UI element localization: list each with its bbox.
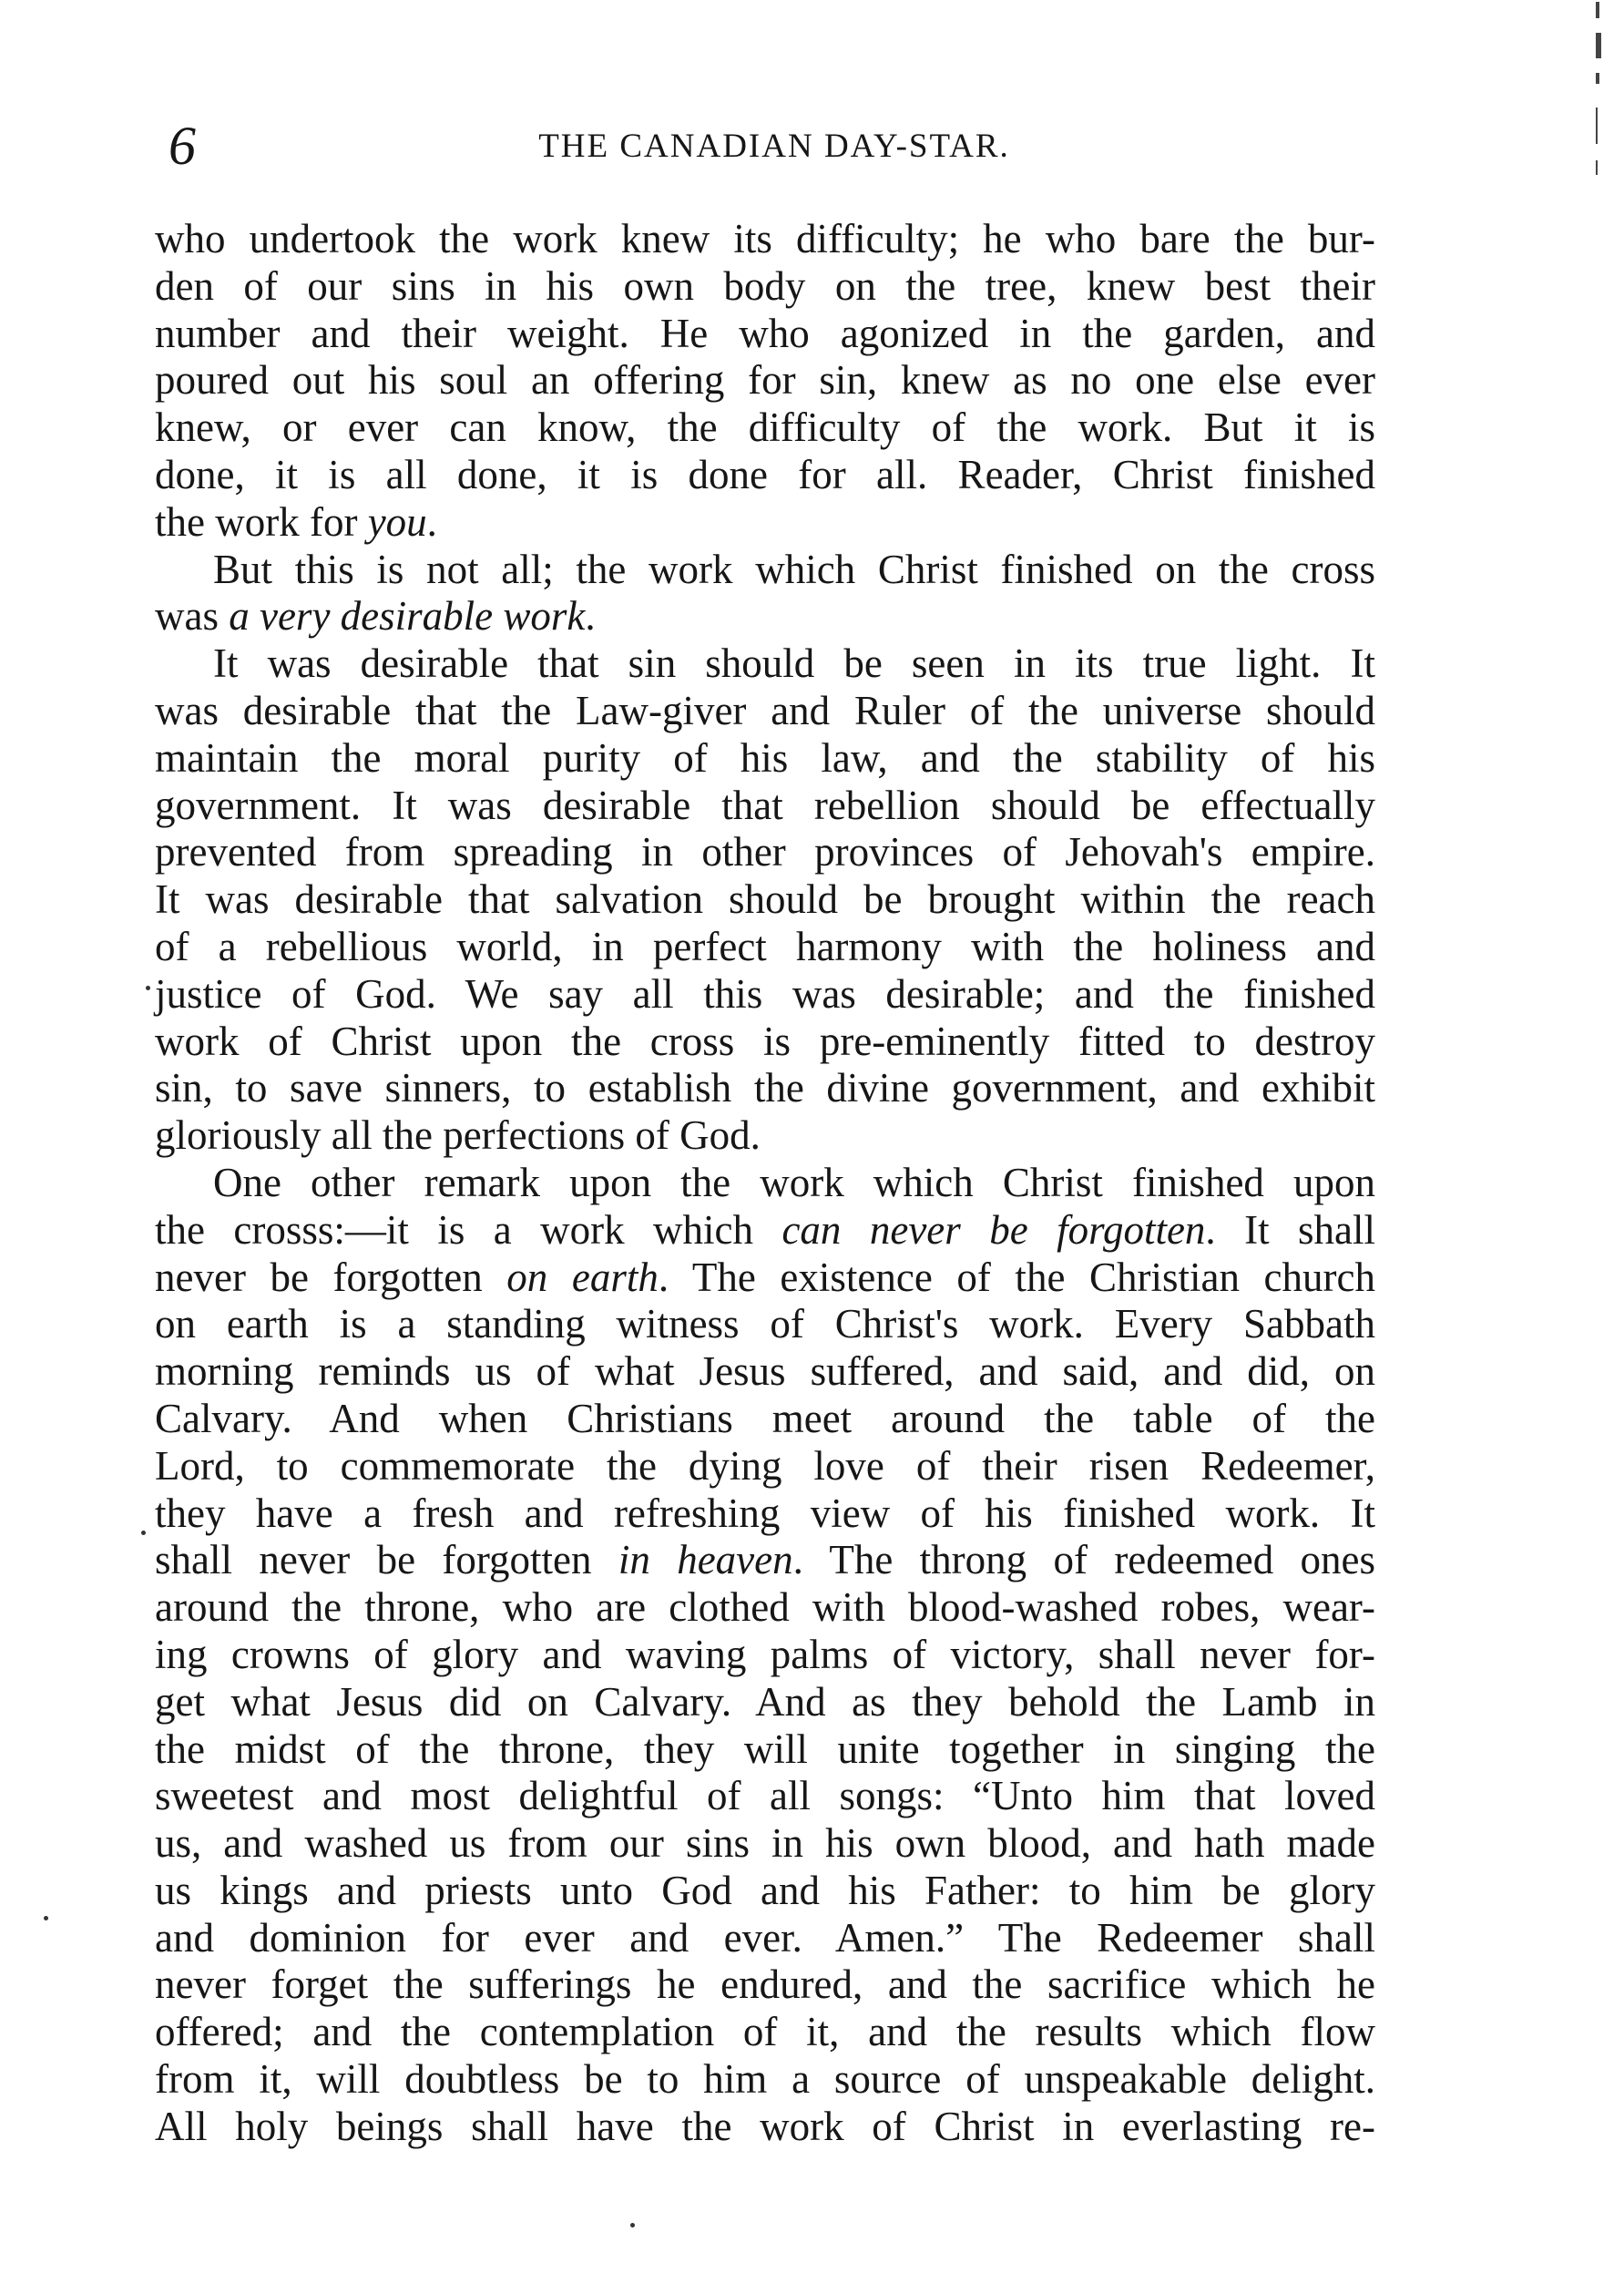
- text-line: But this is not all; the work which Christ finished on the cross: [213, 546, 1375, 592]
- text-line: us, and washed us from our sins in his own blood, and hath made: [155, 1820, 1375, 1867]
- text-line: [155, 593, 1375, 640]
- scan-mark: [1596, 33, 1601, 58]
- text-line: from it, will doubtless be to him a source of unspeakable delight.: [155, 2056, 1375, 2103]
- emphasis: in heaven: [618, 1537, 793, 1583]
- scan-speck: [146, 986, 150, 990]
- text-line: sin, to save sinners, to establish the divine government, and exhibit: [155, 1065, 1375, 1111]
- text-line: ing crowns of glory and waving palms of victory, shall never for-: [155, 1631, 1375, 1677]
- running-title: THE CANADIAN DAY-STAR.: [538, 128, 1010, 165]
- text-line: the midst of the throne, they will unite together in singing the: [155, 1726, 1375, 1772]
- text-run: .: [585, 593, 596, 640]
- text-line: around the throne, who are clothed with blood-washed robes, wear-: [155, 1584, 1375, 1631]
- text-line: It was desirable that sin should be seen in its true light. It: [213, 640, 1375, 687]
- text-line: government. It was desirable that rebellion should be effectually: [155, 782, 1375, 828]
- text-line: number and their weight. He who agonized in the garden, and: [155, 310, 1375, 356]
- text-run: the crosss:—it is a work which: [155, 1206, 782, 1253]
- text-line: they have a fresh and refreshing view of his finished work. It: [155, 1490, 1375, 1536]
- emphasis: on earth: [506, 1254, 659, 1300]
- scan-speck: [44, 1916, 48, 1920]
- text-run: . The throng of redeemed ones: [792, 1537, 1376, 1583]
- text-run: was: [155, 593, 230, 640]
- scan-speck: [630, 2223, 635, 2227]
- text-line: justice of God. We say all this was desirable; and the finished: [155, 970, 1375, 1017]
- scan-mark: [1596, 2, 1599, 18]
- text-line: maintain the moral purity of his law, and the stability of his: [155, 734, 1375, 781]
- text-line: who undertook the work knew its difficulty; he who bare the bur-: [155, 216, 1375, 261]
- emphasis: you: [367, 498, 427, 545]
- text-line: It was desirable that salvation should be brought within the reach: [155, 876, 1375, 923]
- text-run: shall never be forgotten: [155, 1537, 618, 1583]
- text-run: .: [426, 498, 437, 545]
- emphasis: can never be forgotten: [781, 1206, 1206, 1253]
- text-line: of a rebellious world, in perfect harmony with the holiness and: [155, 923, 1375, 969]
- text-line: on earth is a standing witness of Christ's work. Every Sabbath: [155, 1301, 1375, 1347]
- text-line: sweetest and most delightful of all songs: “Unto him that loved: [155, 1773, 1375, 1819]
- text-run: never be forgotten: [155, 1254, 507, 1300]
- emphasis: a very desirable work: [229, 593, 586, 640]
- text-line: [155, 499, 1375, 547]
- text-line: was desirable that the Law-giver and Ruler of the universe should: [155, 687, 1375, 733]
- text-line: done, it is all done, it is done for all. Reader, Christ finished: [155, 451, 1375, 497]
- text-line: and dominion for ever and ever. Amen.” The Redeemer shall: [155, 1914, 1375, 1961]
- text-line: prevented from spreading in other provinces of Jehovah's empire.: [155, 829, 1375, 876]
- text-run: the work for: [155, 498, 368, 545]
- page-number: 6: [169, 116, 196, 176]
- text-line: [155, 1207, 1375, 1255]
- text-line: gloriously all the perfections of God.: [155, 1112, 761, 1159]
- scan-mark: [1596, 73, 1599, 84]
- text-line: Lord, to commemorate the dying love of their risen Redeemer,: [155, 1442, 1375, 1489]
- scan-mark: [1596, 108, 1598, 144]
- text-line: never forget the sufferings he endured, and the sacrifice which he: [155, 1961, 1375, 2008]
- text-line: One other remark upon the work which Christ finished upon: [213, 1159, 1375, 1205]
- text-run: . It shall: [1205, 1206, 1375, 1253]
- text-line: us kings and priests unto God and his Father: to him be glory: [155, 1867, 1375, 1913]
- text-line: All holy beings shall have the work of Christ in everlasting re-: [155, 2103, 1375, 2149]
- scan-edge-marks: [1596, 0, 1623, 200]
- running-head: [169, 114, 1380, 178]
- text-line: offered; and the contemplation of it, and the results which flow: [155, 2009, 1375, 2055]
- text-line: [155, 1255, 1375, 1302]
- scan-mark: [1596, 160, 1598, 175]
- text-run: . The existence of the Christian church: [658, 1254, 1375, 1300]
- scan-speck: [141, 1531, 146, 1535]
- text-line: get what Jesus did on Calvary. And as they behold the Lamb in: [155, 1678, 1375, 1725]
- text-line: [155, 1537, 1375, 1584]
- text-line: work of Christ upon the cross is pre-eminently fitted to destroy: [155, 1018, 1375, 1064]
- text-line: morning reminds us of what Jesus suffered, and said, and did, on: [155, 1348, 1375, 1395]
- body-text: [155, 216, 1375, 2151]
- text-line: poured out his soul an offering for sin, knew as no one else ever: [155, 357, 1375, 404]
- text-line: den of our sins in his own body on the tree, knew best their: [155, 262, 1375, 309]
- text-line: Calvary. And when Christians meet around the table of the: [155, 1395, 1375, 1441]
- text-line: knew, or ever can know, the difficulty of the work. But it is: [155, 405, 1375, 451]
